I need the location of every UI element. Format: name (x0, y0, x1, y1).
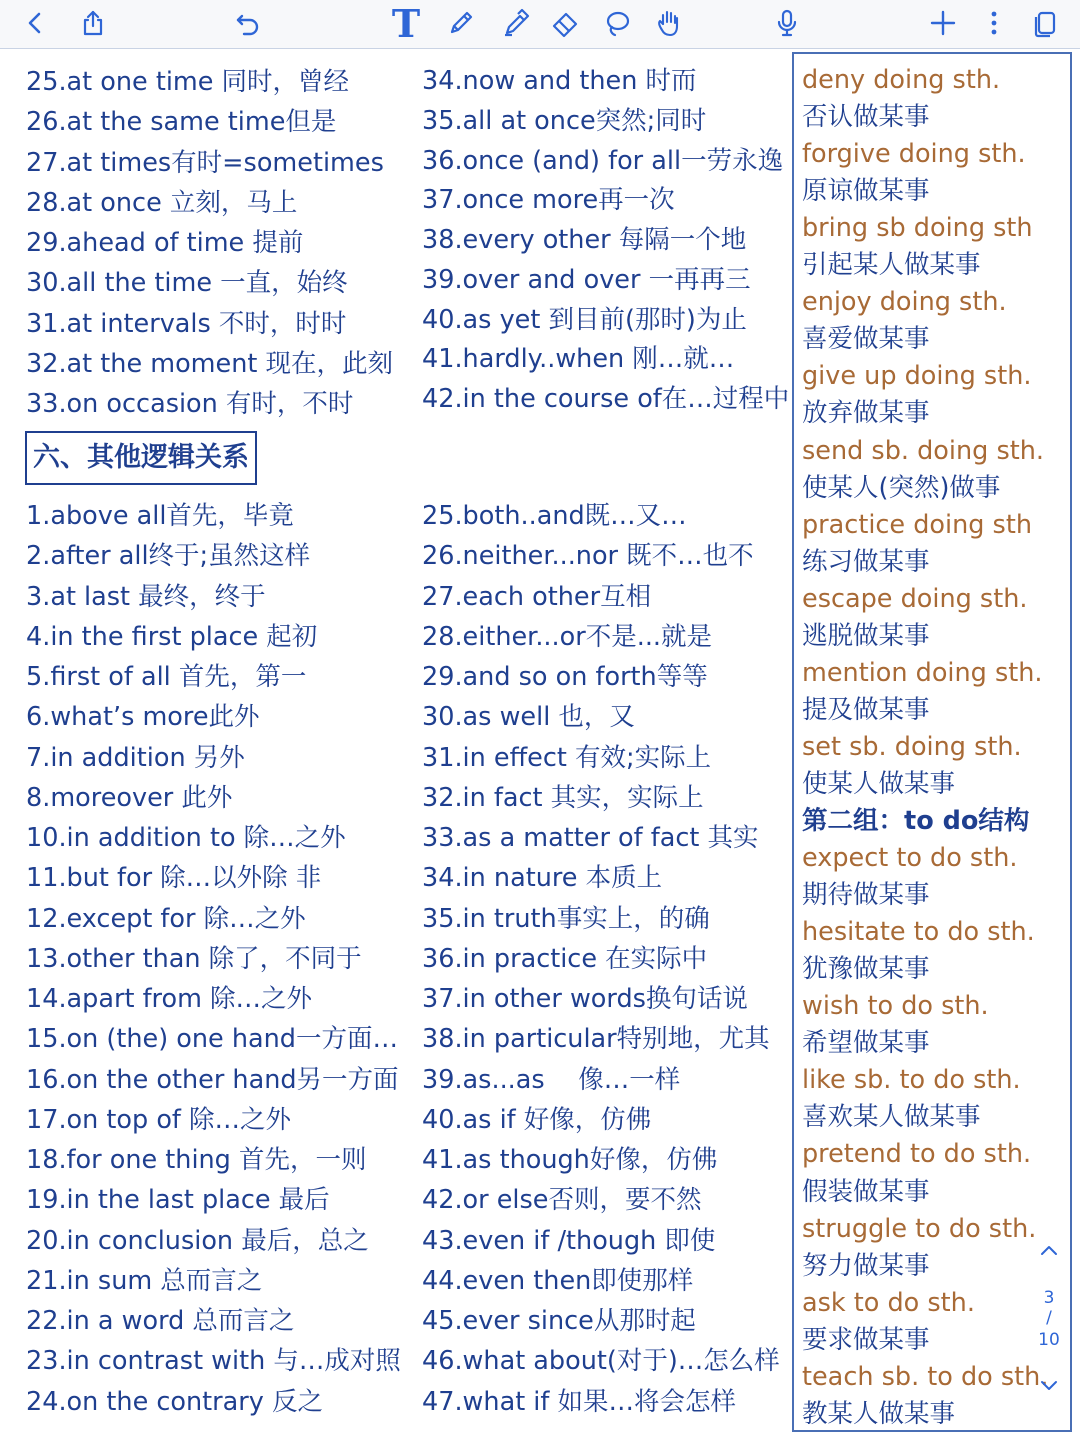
phrase-chinese: 使某人做某事 (802, 768, 956, 799)
phrase-english: practice doing sth (802, 509, 1032, 540)
list-item: 19.in the last place 最后 (26, 1185, 330, 1216)
phrase-english: pretend to do sth. (802, 1139, 1032, 1170)
phrase-english: struggle to do sth. (802, 1213, 1037, 1244)
list-item: 8.moreover 此外 (26, 782, 233, 813)
list-item: 33.as a matter of fact 其实 (422, 823, 759, 853)
list-item: 34.in nature 本质上 (422, 863, 663, 894)
phrase-english: deny doing sth. (802, 65, 1001, 95)
phrase-chinese: 放弃做某事 (802, 398, 930, 429)
list-item: 38.every other 每隔一个地 (422, 225, 747, 255)
list-item: 1.above all首先，毕竟 (26, 501, 294, 531)
phrase-chinese: 提及做某事 (802, 694, 930, 725)
list-item: 32.in fact 其实，实际上 (422, 782, 704, 813)
list-item: 31.at intervals 不时，时时 (26, 308, 347, 339)
list-item: 47.what if 如果…将会怎样 (422, 1386, 736, 1417)
phrase-english: escape doing sth. (802, 583, 1028, 614)
list-item: 30.all the time 一直，始终 (26, 268, 348, 299)
phrase-chinese: 要求做某事 (802, 1324, 930, 1355)
phrase-chinese: 使某人(突然)做事 (802, 472, 1001, 503)
list-item: 18.for one thing 首先，一则 (26, 1145, 367, 1175)
chevron-up-icon[interactable] (1036, 1242, 1062, 1262)
list-item: 30.as well 也，又 (422, 702, 635, 733)
side-panel (792, 52, 1072, 1432)
list-item: 21.in sum 总而言之 (26, 1265, 263, 1296)
list-item: 43.even if /though 即使 (422, 1225, 716, 1256)
section-heading: 六、其他逻辑关系 (25, 431, 257, 485)
list-item: 13.other than 除了，不同于 (26, 943, 362, 974)
list-item: 17.on top of 除…之外 (26, 1104, 291, 1135)
list-item: 28.at once 立刻，马上 (26, 187, 298, 218)
phrase-english: mention doing sth. (802, 657, 1043, 688)
list-item: 22.in a word 总而言之 (26, 1306, 295, 1336)
list-item: 31.in effect 有效;实际上 (422, 742, 712, 773)
list-item: 20.in conclusion 最后，总之 (26, 1225, 369, 1256)
list-item: 4.in the first place 起初 (26, 621, 318, 652)
phrase-english: ask to do sth. (802, 1287, 975, 1318)
list-item: 33.on occasion 有时，不时 (26, 389, 354, 419)
list-item: 40.as yet 到目前(那时)为止 (422, 304, 747, 335)
phrase-english: send sb. doing sth. (802, 435, 1044, 466)
text-tool-icon[interactable]: T (391, 0, 421, 46)
list-item: 35.in truth事实上，的确 (422, 903, 710, 934)
phrase-chinese: 期待做某事 (802, 880, 930, 911)
phrase-chinese: 原谅做某事 (802, 176, 930, 207)
list-item: 23.in contrast with 与…成对照 (26, 1346, 401, 1377)
add-icon[interactable] (922, 2, 964, 44)
list-item: 15.on (the) one hand一方面… (26, 1024, 398, 1055)
phrase-chinese: 引起某人做某事 (802, 250, 981, 281)
list-item: 28.either...or不是...就是 (422, 621, 713, 652)
phrase-english: like sb. to do sth. (802, 1065, 1021, 1096)
list-item: 42.in the course of在…过程中 (422, 384, 790, 414)
list-item: 36.once (and) for all一劳永逸 (422, 145, 784, 176)
list-item: 27.at times有时=sometimes (26, 147, 384, 178)
list-item: 40.as if 好像，仿佛 (422, 1104, 652, 1135)
list-item: 14.apart from 除…之外 (26, 984, 313, 1014)
list-item: 32.at the moment 现在，此刻 (26, 348, 393, 379)
list-item: 26.neither...nor 既不…也不 (422, 541, 754, 572)
list-item: 36.in practice 在实际中 (422, 943, 708, 974)
list-item: 24.on the contrary 反之 (26, 1386, 323, 1417)
phrase-english: wish to do sth. (802, 991, 989, 1022)
list-item: 37.in other words换句话说 (422, 984, 748, 1014)
list-item: 39.as...as 像…一样 (422, 1064, 681, 1095)
list-item: 11.but for 除…以外除 非 (26, 863, 322, 894)
more-icon[interactable] (973, 2, 1015, 44)
phrase-english: bring sb doing sth (802, 213, 1033, 244)
phrase-chinese: 喜欢某人做某事 (802, 1102, 981, 1133)
phrase-chinese: 努力做某事 (802, 1250, 930, 1281)
list-item: 44.even then即使那样 (422, 1265, 694, 1296)
phrase-english: enjoy doing sth. (802, 287, 1007, 318)
list-item: 25.at one time 同时，曾经 (26, 67, 350, 97)
phrase-chinese: 练习做某事 (802, 546, 930, 577)
phrase-chinese: 逃脱做某事 (802, 620, 930, 651)
page-current: 3 (1043, 1288, 1055, 1308)
list-item: 38.in particular特别地，尤其 (422, 1024, 770, 1055)
list-item: 41.as though好像，仿佛 (422, 1145, 718, 1175)
list-item: 16.on the other hand另一方面 (26, 1064, 399, 1095)
phrase-english: expect to do sth. (802, 843, 1018, 874)
list-item: 5.first of all 首先，第一 (26, 662, 307, 692)
list-item: 35.all at once突然;同时 (422, 105, 707, 136)
list-item: 46.what about(对于)…怎么样 (422, 1346, 780, 1377)
list-item: 7.in addition 另外 (26, 742, 245, 773)
phrase-chinese: 喜爱做某事 (802, 324, 930, 355)
phrase-english: give up doing sth. (802, 361, 1032, 392)
pages-icon[interactable] (1024, 2, 1066, 44)
phrase-chinese: 教某人做某事 (802, 1398, 956, 1429)
list-item: 27.each other互相 (422, 581, 652, 612)
list-item: 12.except for 除…之外 (26, 903, 306, 934)
phrase-english: forgive doing sth. (802, 139, 1026, 170)
list-item: 37.once more再一次 (422, 185, 675, 216)
middle-column (422, 0, 792, 1440)
list-item: 41.hardly..when 刚…就… (422, 344, 735, 375)
list-item: 25.both..and既…又… (422, 501, 687, 531)
list-item: 26.at the same time但是 (26, 107, 337, 138)
left-column (26, 0, 416, 1440)
list-item: 29.ahead of time 提前 (26, 228, 304, 258)
list-item: 42.or else否则，要不然 (422, 1185, 702, 1216)
list-item: 34.now and then 时而 (422, 66, 697, 96)
phrase-english: set sb. doing sth. (802, 731, 1022, 762)
phrase-chinese: 否认做某事 (802, 102, 930, 133)
list-item: 3.at last 最终，终于 (26, 581, 266, 612)
panel-heading: 第二组：to do结构 (802, 806, 1030, 836)
list-item: 45.ever since从那时起 (422, 1306, 696, 1336)
phrase-chinese: 希望做某事 (802, 1028, 930, 1059)
phrase-chinese: 假装做某事 (802, 1176, 930, 1207)
phrase-english: hesitate to do sth. (802, 917, 1035, 948)
list-item: 39.over and over 一再再三 (422, 264, 751, 295)
phrase-chinese: 犹豫做某事 (802, 954, 930, 985)
list-item: 2.after all终于;虽然这样 (26, 541, 311, 572)
list-item: 29.and so on forth等等 (422, 662, 708, 692)
page-total: 10 (1038, 1330, 1060, 1350)
page-separator: / (1046, 1308, 1052, 1328)
phrase-english: teach sb. to do sth. (802, 1361, 1049, 1392)
chevron-down-icon[interactable] (1036, 1378, 1062, 1398)
list-item: 6.what’s more此外 (26, 702, 260, 733)
list-item: 10.in addition to 除…之外 (26, 823, 346, 853)
